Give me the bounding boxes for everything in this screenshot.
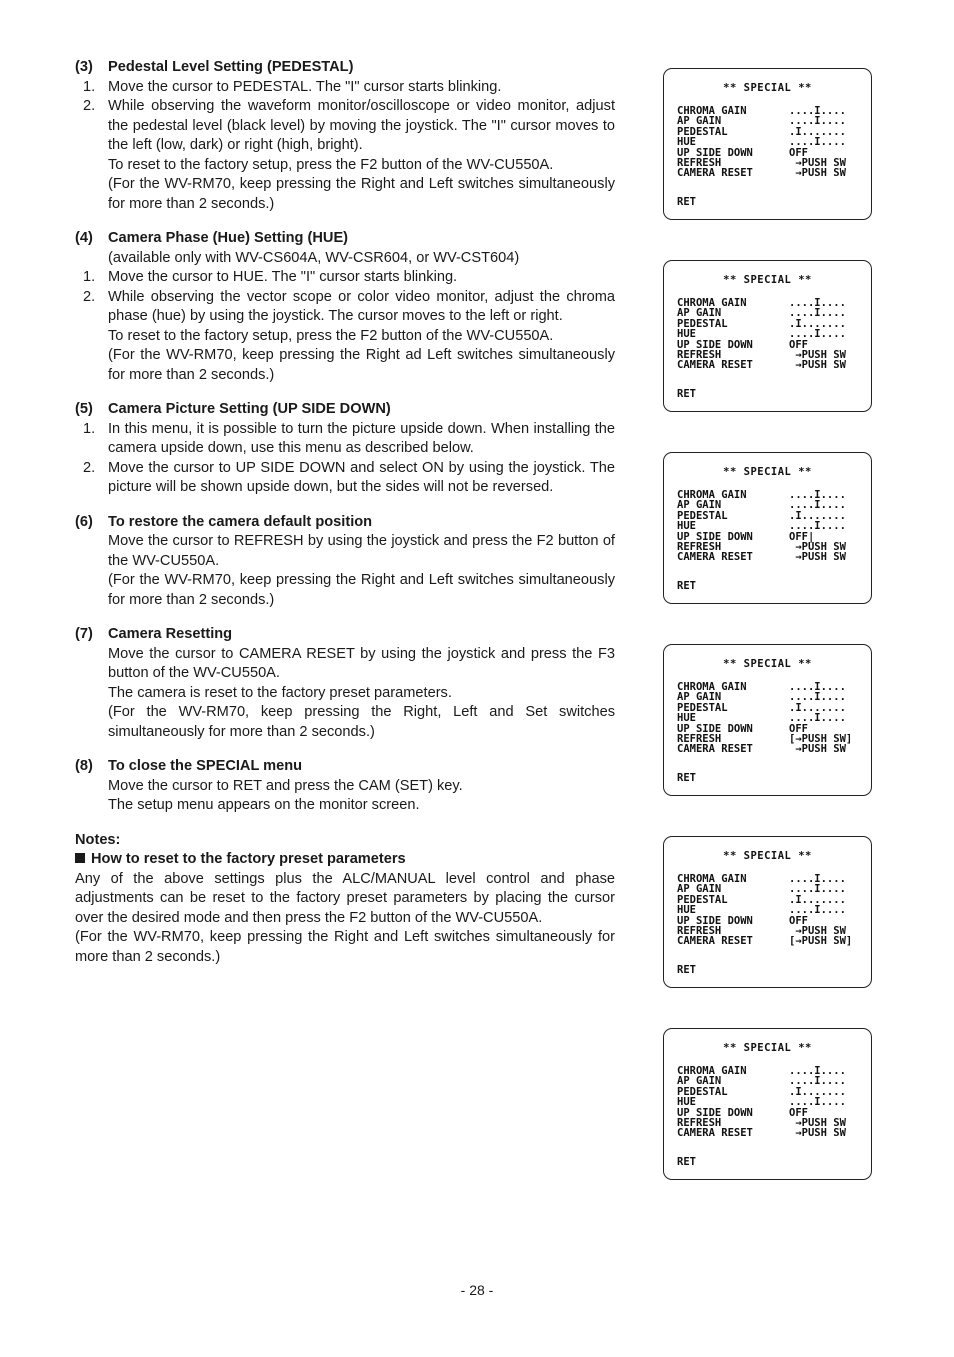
osd-item-value: ....I.... [789,691,846,704]
osd-item-value: ....I.... [789,904,846,917]
paragraph: To reset to the factory setup, press the F2 button of the WV-CU550A. [108,327,554,344]
osd-item-label: PEDESTAL [677,317,728,330]
section-title: Camera Picture Setting (UP SIDE DOWN) [108,401,391,417]
osd-menu-screen [663,260,872,412]
section-number: (6) [75,513,93,530]
osd-item-value: .I....... [789,125,846,138]
section [75,229,615,385]
osd-menu-row [677,360,869,370]
step-text: While observing the waveform monitor/oscilloscope or video monitor, adjust the pedestal level (black level) by moving the joystick. The "I" cursor moves to the left (low, dark) or right (high, bright). [108,98,615,153]
osd-item-value: ....I.... [789,489,846,501]
step-number: 1. [83,78,96,95]
osd-item-value: ....I.... [789,499,846,512]
osd-menu-items [677,298,869,371]
osd-item-label: PEDESTAL [677,509,728,522]
osd-ret-item: RET [677,964,696,976]
osd-menu-row [677,168,869,178]
step-number: 2. [83,98,96,114]
osd-menu-row [677,552,869,562]
osd-item-label: HUE [677,328,696,341]
step-number: 1. [83,420,96,437]
numbered-step [75,420,615,459]
osd-item-label: AP GAIN [677,499,722,512]
osd-item-value: →PUSH SW [789,1127,846,1140]
osd-menu-row [677,936,869,946]
osd-item-label: AP GAIN [677,883,722,896]
osd-item-label: AP GAIN [677,1075,722,1088]
osd-item-label: CAMERA RESET [677,167,753,180]
osd-ret-item: RET [677,580,696,592]
step-number: 2. [83,288,96,305]
osd-menu-items [677,106,869,179]
section [75,513,615,611]
numbered-step [75,78,615,98]
section-number: (3) [75,59,93,75]
osd-item-label: PEDESTAL [677,1085,728,1098]
numbered-step [75,268,615,288]
osd-item-label: CHROMA GAIN [677,873,747,885]
osd-item-label: CHROMA GAIN [677,681,747,693]
step-number: 2. [83,459,96,476]
osd-menu-items [677,1066,869,1139]
osd-item-value: .I....... [789,701,846,714]
osd-item-label: CHROMA GAIN [677,1065,747,1077]
osd-menu-title: ** SPECIAL ** [723,658,812,670]
osd-ret-item: RET [677,388,696,400]
osd-item-value: →PUSH SW [789,1117,846,1130]
paragraph: Move the cursor to RET and press the CAM (SET) key. [108,777,463,794]
section-heading [75,513,615,533]
osd-menu-row [677,1128,869,1138]
step-text: While observing the vector scope or color video monitor, adjust the chroma phase (hue) by using the joystick. The cursor moves to the left or right. [108,288,615,324]
notes-subheading [75,850,615,870]
osd-item-label: CAMERA RESET [677,359,753,372]
osd-item-label: AP GAIN [677,307,722,320]
osd-item-value: →PUSH SW [789,359,846,372]
osd-item-label: PEDESTAL [677,701,728,714]
osd-item-value: [→PUSH SW] [789,935,853,948]
osd-item-label: CAMERA RESET [677,1127,753,1140]
section [75,625,615,742]
osd-item-value: .I....... [789,317,846,330]
step-text: Move the cursor to UP SIDE DOWN and select ON by using the joystick. The picture will be shown upside down, but the sides will not be reversed. [108,459,615,495]
osd-item-label: REFRESH [677,157,722,170]
notes-paragraph: Any of the above settings plus the ALC/MANUAL level control and phase adjustments can be reset to the factory preset parameters by placing the cursor over the desired mode and then press the F2 button of the WV-CU550A. [75,870,615,926]
osd-item-value: ....I.... [789,873,846,885]
osd-menu-screen [663,644,872,796]
osd-menu-title: ** SPECIAL ** [723,274,812,286]
osd-item-value: ....I.... [789,115,846,128]
osd-menu-row [677,744,869,754]
osd-ret-item: RET [677,1156,696,1168]
osd-item-value: ....I.... [789,105,846,117]
section-title: Pedestal Level Setting (PEDESTAL) [108,59,354,75]
osd-item-label: REFRESH [677,349,722,362]
paragraph: (available only with WV-CS604A, WV-CSR604, or WV-CST604) [108,249,520,266]
page-number: - 28 - [460,1282,494,1298]
osd-item-label: CAMERA RESET [677,743,753,756]
osd-menu-title: ** SPECIAL ** [723,850,812,862]
osd-item-value: →PUSH SW [789,551,846,564]
osd-ret-item: RET [677,772,696,784]
numbered-step [75,97,615,156]
step-number: 1. [83,269,96,285]
osd-item-label: HUE [677,712,696,725]
osd-item-label: UP SIDE DOWN [677,722,753,735]
osd-item-label: HUE [677,520,696,533]
section-heading [75,229,615,249]
osd-item-label: HUE [677,136,696,149]
osd-item-label: UP SIDE DOWN [677,914,753,927]
osd-item-value: ....I.... [789,136,846,149]
osd-item-value: →PUSH SW [789,541,846,554]
section-heading [75,400,615,420]
osd-item-label: AP GAIN [677,691,722,704]
osd-item-label: HUE [677,904,696,917]
osd-item-label: PEDESTAL [677,125,728,138]
osd-menu-items [677,874,869,947]
osd-item-label: UP SIDE DOWN [677,1106,753,1119]
paragraph: The camera is reset to the factory preset parameters. [108,684,452,701]
osd-item-value: ....I.... [789,1065,846,1077]
osd-menu-screen [663,836,872,988]
paragraph: (For the WV-RM70, keep pressing the Right and Left switches simultaneously for more than 2 seconds.) [108,176,615,212]
osd-menu-items [677,490,869,563]
section-heading [75,757,615,777]
osd-menu-title: ** SPECIAL ** [723,466,812,478]
osd-item-value: .I....... [789,1085,846,1098]
bullet-square-icon [75,853,85,863]
osd-item-label: UP SIDE DOWN [677,146,753,159]
osd-item-label: PEDESTAL [677,893,728,906]
osd-item-value: OFF [789,1106,808,1119]
paragraph: The setup menu appears on the monitor screen. [108,797,420,813]
osd-menu-screen [663,68,872,220]
osd-item-value: .I....... [789,893,846,906]
osd-item-value: OFF| [789,530,815,543]
section-number: (4) [75,230,93,246]
osd-item-value: →PUSH SW [789,157,846,170]
osd-item-label: CAMERA RESET [677,935,753,948]
osd-item-value: OFF [789,914,808,927]
section-title: To restore the camera default position [108,513,373,530]
osd-item-label: AP GAIN [677,115,722,128]
section [75,58,615,214]
osd-item-label: CAMERA RESET [677,551,753,564]
osd-item-label: CHROMA GAIN [677,105,747,117]
osd-item-label: UP SIDE DOWN [677,530,753,543]
section-title: Camera Resetting [108,626,233,642]
osd-menu-screen [663,1028,872,1180]
osd-item-label: UP SIDE DOWN [677,338,753,351]
osd-item-value: OFF [789,338,808,351]
numbered-step [75,288,615,327]
section-heading [75,58,615,78]
osd-item-value: →PUSH SW [789,743,846,756]
osd-menu-title: ** SPECIAL ** [723,1042,812,1054]
instructions-column [75,58,615,967]
osd-item-label: REFRESH [677,1117,722,1130]
osd-item-value: OFF [789,146,808,159]
section [75,400,615,498]
osd-item-value: →PUSH SW [789,167,846,180]
step-text: Move the cursor to HUE. The "I" cursor starts blinking. [108,269,458,285]
osd-item-value: ....I.... [789,297,846,309]
numbered-step [75,459,615,498]
notes-heading: Notes: [75,831,121,848]
step-text: In this menu, it is possible to turn the picture upside down. When installing the camera upside down, use this menu as described below. [108,420,615,456]
osd-item-value: ....I.... [789,883,846,896]
paragraph: (For the WV-RM70, keep pressing the Right ad Left switches simultaneously for more than 2 seconds.) [108,347,615,383]
osd-menu-title: ** SPECIAL ** [723,82,812,94]
paragraph: To reset to the factory setup, press the F2 button of the WV-CU550A. [108,156,554,173]
section-number: (5) [75,401,93,417]
osd-item-value: [→PUSH SW] [789,733,853,746]
osd-item-value: ....I.... [789,1075,846,1088]
section-heading [75,625,615,645]
paragraph: (For the WV-RM70, keep pressing the Right and Left switches simultaneously for more than 2 seconds.) [108,572,615,608]
section-number: (7) [75,626,93,642]
osd-item-label: REFRESH [677,925,722,938]
paragraph: (For the WV-RM70, keep pressing the Right, Left and Set switches simultaneously for more than 2 seconds.) [108,704,615,740]
osd-item-value: →PUSH SW [789,925,846,938]
osd-item-value: →PUSH SW [789,349,846,362]
osd-item-value: ....I.... [789,307,846,320]
step-text: Move the cursor to PEDESTAL. The "I" cursor starts blinking. [108,78,502,95]
osd-menu-items [677,682,869,755]
osd-item-label: REFRESH [677,733,722,746]
osd-item-value: ....I.... [789,681,846,693]
osd-item-value: ....I.... [789,520,846,533]
osd-item-label: CHROMA GAIN [677,489,747,501]
section-number: (8) [75,758,93,774]
paragraph: Move the cursor to CAMERA RESET by using the joystick and press the F3 button of the WV-CU550A. [108,645,615,681]
osd-item-value: ....I.... [789,712,846,725]
section [75,757,615,816]
osd-item-label: HUE [677,1096,696,1109]
osd-item-value: ....I.... [789,1096,846,1109]
section-title: To close the SPECIAL menu [108,758,303,774]
osd-item-label: REFRESH [677,541,722,554]
osd-item-value: .I....... [789,509,846,522]
osd-item-value: ....I.... [789,328,846,341]
osd-item-value: OFF [789,722,808,735]
section-title: Camera Phase (Hue) Setting (HUE) [108,230,349,246]
osd-menu-screen [663,452,872,604]
notes-paragraph: (For the WV-RM70, keep pressing the Right and Left switches simultaneously for more than 2 seconds.) [75,929,615,965]
notes-subheading-text: How to reset to the factory preset parameters [91,851,406,867]
paragraph: Move the cursor to REFRESH by using the joystick and press the F2 button of the WV-CU550A. [108,533,615,569]
osd-ret-item: RET [677,196,696,208]
osd-item-label: CHROMA GAIN [677,297,747,309]
